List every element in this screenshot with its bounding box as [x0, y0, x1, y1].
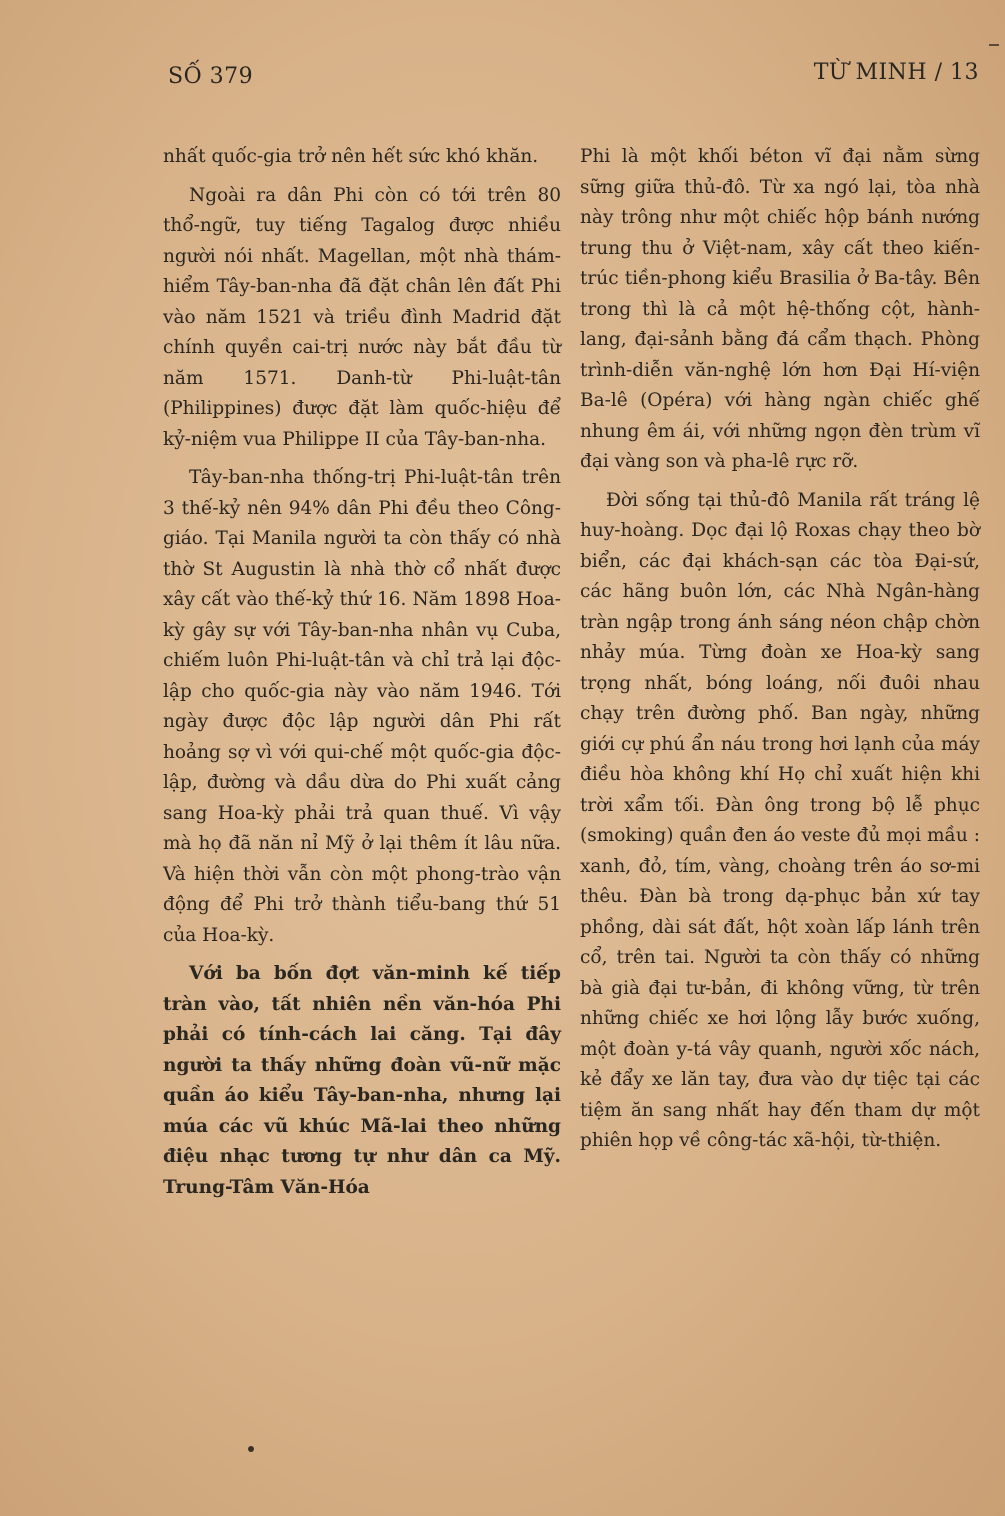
page-number: TỪ MINH / 13	[813, 60, 979, 85]
left-column	[163, 142, 561, 1203]
ink-dot	[248, 1446, 254, 1452]
right-column	[580, 142, 980, 1157]
left-paragraph-4: Với ba bốn đợt văn-minh kế tiếp tràn vào, tất nhiên nền văn-hóa Phi phải có tính-cách lai căng. Tại đây người ta thấy những đoàn vũ-nữ mặc quần áo kiểu Tây-ban-nha, nhưng lại múa các vũ khúc Mã-lai theo những điệu nhạc tương tự như dân ca Mỹ. Trung-Tâm Văn-Hóa	[163, 963, 561, 1198]
left-paragraph-3: Tây-ban-nha thống-trị Phi-luật-tân trên 3 thế-kỷ nên 94% dân Phi đều theo Công-giáo. Tại Manila người ta còn thấy có nhà thờ St Augustin là nhà thờ cổ nhất được xây cất vào thế-kỷ thứ 16. Năm 1898 Hoa-kỳ gây sự với Tây-ban-nha nhân vụ Cuba, chiếm luôn Phi-luật-tân và chỉ trả lại độc-lập cho quốc-gia này vào năm 1946. Tới ngày được độc lập người dân Phi rất hoảng sợ vì với qui-chế một quốc-gia độc-lập, đường và dầu dừa do Phi xuất cảng sang Hoa-kỳ phải trả quan thuế. Vì vậy mà họ đã năn nỉ Mỹ ở lại thêm ít lâu nữa. Và hiện thời vẫn còn một phong-trào vận động để Phi trở thành tiểu-bang thứ 51 của Hoa-kỳ.	[163, 467, 561, 946]
issue-number: SỐ 379	[168, 64, 254, 89]
left-paragraph-2: Ngoài ra dân Phi còn có tới trên 80 thổ-ngữ, tuy tiếng Tagalog được nhiều người nói nhất. Magellan, một nhà thám-hiểm Tây-ban-nha đã đặt chân lên đất Phi vào năm 1521 và triều đình Madrid đặt chính quyền cai-trị nước này bắt đầu từ năm 1571. Danh-từ Phi-luật-tân (Philippines) được đặt làm quốc-hiệu để kỷ-niệm vua Philippe II của Tây-ban-nha.	[163, 184, 561, 450]
right-paragraph-2: Đời sống tại thủ-đô Manila rất tráng lệ huy-hoàng. Dọc đại lộ Roxas chạy theo bờ biển, các đại khách-sạn các tòa Đại-sứ, các hãng buôn lớn, các Nhà Ngân-hàng tràn ngập trong ánh sáng néon chập chờn nhảy múa. Từng đoàn xe Hoa-kỳ sang trọng nhất, bóng loáng, nối đuôi nhau chạy trên đường phố. Ban ngày, những giới cự phú ẩn náu trong hơi lạnh của máy điều hòa không khí Họ chỉ xuất hiện khi trời xẩm tối. Đàn ông trong bộ lễ phục (smoking) quần đen áo veste đủ mọi mầu : xanh, đỏ, tím, vàng, choàng trên áo sơ-mi thêu. Đàn bà trong dạ-phục bản xứ tay phồng, dài sát đất, hột xoàn lấp lánh trên cổ, trên tai. Người ta còn thấy có những bà già đại tư-bản, đi không vững, từ trên những chiếc xe hơi lộng lẫy bước xuống, một đoàn y-tá vây quanh, người xốc nách, kẻ đẩy xe lăn tay, đưa vào dự tiệc tại các tiệm ăn sang nhất hay đến tham dự một phiên họp về công-tác xã-hội, từ-thiện.	[580, 489, 980, 1151]
edge-mark	[989, 44, 999, 46]
right-paragraph-1: Phi là một khối béton vĩ đại nằm sừng sững giữa thủ-đô. Từ xa ngó lại, tòa nhà này trông như một chiếc hộp bánh nướng trung thu ở Việt-nam, xây cất theo kiến-trúc tiền-phong kiểu Brasilia ở Ba-tây. Bên trong thì là cả một hệ-thống cột, hành-lang, đại-sảnh bằng đá cẩm thạch. Phòng trình-diễn văn-nghệ lớn hơn Đại Hí-viện Ba-lê (Opéra) với hàng ngàn chiếc ghế nhung êm ái, với những ngọn đèn trùm vĩ đại vàng son và pha-lê rực rỡ.	[580, 146, 980, 472]
left-paragraph-1: nhất quốc-gia trở nên hết sức khó khăn.	[163, 146, 539, 167]
